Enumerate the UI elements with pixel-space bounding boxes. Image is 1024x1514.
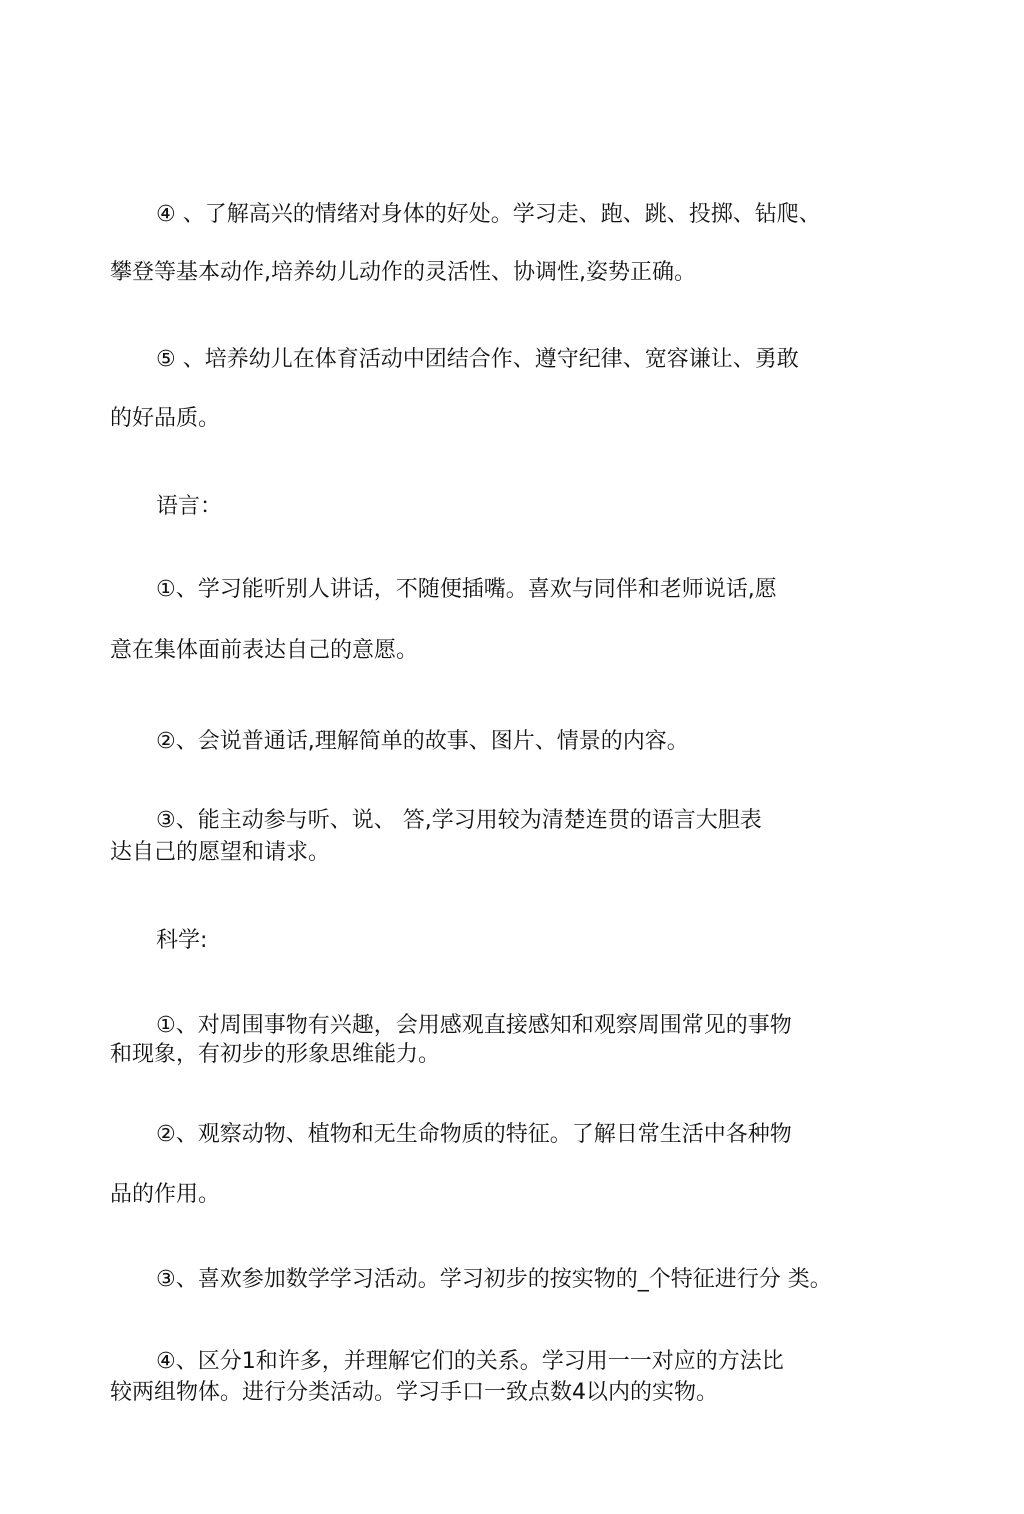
language-item1-line2: 意在集体面前表达自己的意愿。: [110, 638, 419, 663]
language-item2-line1: ②、会说普通话,理解简单的故事、图片、情景的内容。: [156, 729, 689, 754]
science-item4-line1: ④、区分1和许多，并理解它们的关系。学习用一一对应的方法比: [156, 1349, 784, 1374]
language-item3-line1: ③、能主动参与听、说、 答,学习用较为清楚连贯的语言大胆表: [156, 808, 762, 833]
health-item5-line2: 的好品质。: [110, 406, 221, 431]
science-item2-line2: 品的作用。: [110, 1182, 221, 1207]
language-item1-line1: ①、学习能听别人讲话，不随便插嘴。喜欢与同伴和老师说话,愿: [156, 577, 777, 602]
language-heading: 语言：: [156, 494, 223, 519]
health-item4-line1: ④ 、了解高兴的情绪对身体的好处。学习走、跑、跳、投掷、钻爬、: [156, 202, 821, 227]
science-item1-line1: ①、对周围事物有兴趣，会用感观直接感知和观察周围常见的事物: [156, 1013, 792, 1038]
science-heading: 科学:: [156, 928, 208, 953]
science-item2-line1: ②、观察动物、植物和无生命物质的特征。了解日常生活中各种物: [156, 1122, 792, 1147]
science-item4-line2: 较两组物体。进行分类活动。学习手口一致点数4以内的实物。: [110, 1380, 718, 1405]
science-item1-line2: 和现象，有初步的形象思维能力。: [110, 1042, 441, 1067]
language-item3-line2: 达自己的愿望和请求。: [110, 840, 331, 865]
health-item5-line1: ⑤ 、培养幼儿在体育活动中团结合作、遵守纪律、宽容谦让、勇敢: [156, 347, 799, 372]
health-item4-line2: 攀登等基本动作,培养幼儿动作的灵活性、协调性,姿势正确。: [110, 260, 696, 285]
science-item3-line1: ③、喜欢参加数学学习活动。学习初步的按实物的_个特征进行分 类。: [156, 1267, 832, 1292]
